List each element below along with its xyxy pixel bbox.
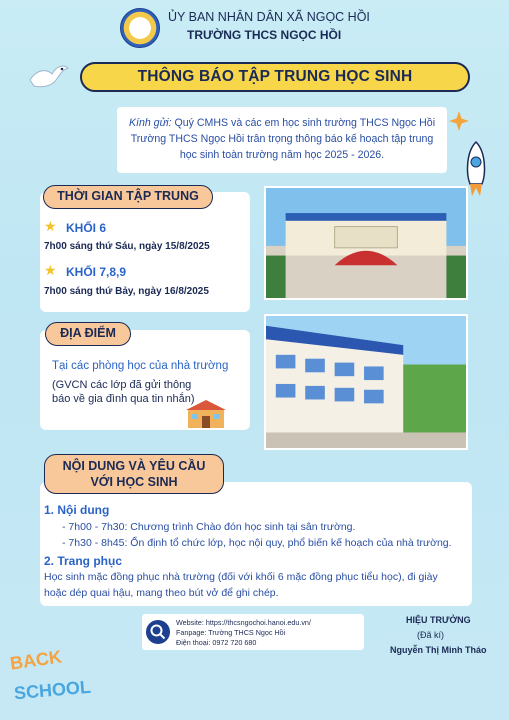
star-icon: ★ [44,262,57,278]
school-decor-text: SCHOOL [13,676,92,704]
grade789-label: KHỐI 7,8,9 [66,265,127,279]
content-heading [44,454,224,494]
signature-note: (Đã kí) [417,630,444,640]
star-icon [448,110,470,132]
uniform-line2: hoặc dép quai hậu, mang theo bút vở để ghi chép. [44,587,279,599]
school-building-photo [264,314,468,450]
place-heading: ĐỊA ĐIỂM [45,322,131,346]
grade789-time: 7h00 sáng thứ Bảy, ngày 16/8/2025 [44,286,209,297]
intro-card [117,107,447,173]
content-bullet: - 7h00 - 7h30: Chương trình Chào đón học sinh tại sân trường. [62,521,356,533]
back-decor-text: BACK [8,646,64,674]
content-bullet-text: 7h30 - 8h45: Ổn định tổ chức lớp, học nội quy, phổ biến kế hoạch của nhà trường. [68,537,452,549]
content-bullet-text: 7h00 - 7h30: Chương trình Chào đón học sinh tại sân trường. [68,521,356,533]
school-gate-photo [264,186,468,300]
section-content-title: 1. Nội dung [44,503,110,517]
dove-icon [26,58,70,98]
intro-line1: Quý CMHS và các em học sinh trường THCS Ngọc Hồi [171,117,436,129]
content-heading-line2: VỚI HỌC SINH [90,475,178,489]
grade6-time: 7h00 sáng thứ Sáu, ngày 15/8/2025 [44,241,210,252]
star-icon: ★ [44,218,57,234]
grade6-label: KHỐI 6 [66,221,107,235]
intro-line2: Trường THCS Ngọc Hồi trân trọng thông báo kế hoạch tập trung [130,133,434,145]
intro-line3: học sinh toàn trường năm học 2025 - 2026. [179,149,385,161]
school-name: TRƯỜNG THCS NGỌC HỒI [187,28,342,42]
signature-name: Nguyễn Thị Minh Tháo [390,645,487,655]
search-icon [146,620,170,644]
uniform-line1: Học sinh mặc đồng phục nhà trường (đối với khối 6 mặc đồng phục tiểu học), đi giày [44,571,438,583]
content-heading-line1: NỘI DUNG VÀ YÊU CẦU [62,459,206,473]
page-title: THÔNG BÁO TẬP TRUNG HỌC SINH [137,68,413,85]
contact-fanpage: Fanpage: Trường THCS Ngọc Hồi [176,628,286,637]
school-logo-icon [120,8,160,48]
rocket-icon [456,140,496,200]
signature-title: HIỆU TRƯỞNG [406,615,471,625]
contact-phone: Điện thoại: 0972 720 680 [176,638,257,647]
school-building-icon [186,398,226,430]
section-uniform-title: 2. Trang phục [44,554,123,568]
intro-label: Kính gửi: [128,117,172,129]
content-bullet: - 7h30 - 8h45: Ổn định tổ chức lớp, học nội quy, phổ biến kế hoạch của nhà trường. [62,537,452,549]
authority-name: ỦY BAN NHÂN DÂN XÃ NGỌC HỒI [168,10,370,24]
contact-website: Website: https://thcsngochoi.hanoi.edu.vn/ [176,618,311,627]
time-heading: THỜI GIAN TẬP TRUNG [43,185,213,209]
place-line1: Tại các phòng học của nhà trường [52,360,229,372]
place-line2: (GVCN các lớp đã gửi thông báo về gia đình qua tin nhắn) [52,379,195,405]
